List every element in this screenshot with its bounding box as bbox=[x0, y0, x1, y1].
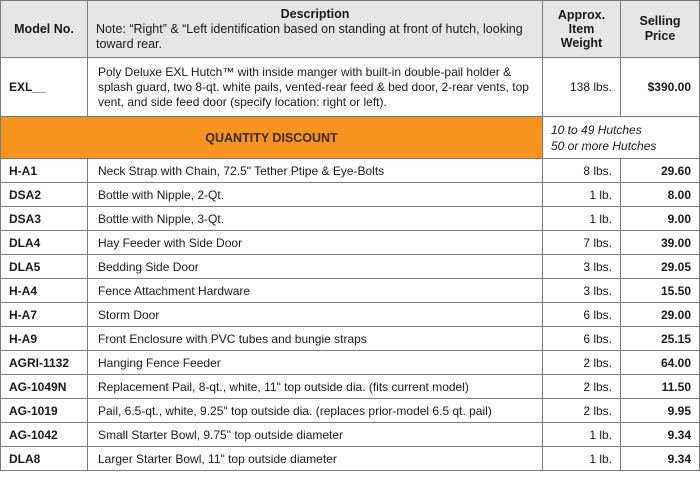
item-description: Neck Strap with Chain, 72.5" Tether Ptipe & Eye-Bolts bbox=[88, 159, 543, 183]
item-model: AGRI-1132 bbox=[1, 351, 88, 375]
table-row bbox=[1, 423, 700, 447]
item-model: DLA8 bbox=[1, 447, 88, 471]
quantity-discount-label: QUANTITY DISCOUNT bbox=[1, 117, 543, 159]
table-row bbox=[1, 375, 700, 399]
item-price: 29.05 bbox=[621, 255, 700, 279]
item-weight: 1 lb. bbox=[543, 447, 621, 471]
table-row bbox=[1, 207, 700, 231]
item-weight: 3 lbs. bbox=[543, 279, 621, 303]
item-price: 9.95 bbox=[621, 399, 700, 423]
item-model: AG-1049N bbox=[1, 375, 88, 399]
item-price: 25.15 bbox=[621, 327, 700, 351]
table-row bbox=[1, 327, 700, 351]
table-row bbox=[1, 303, 700, 327]
item-model: H-A1 bbox=[1, 159, 88, 183]
quantity-discount-row bbox=[1, 117, 700, 159]
item-weight: 1 lb. bbox=[543, 423, 621, 447]
header-description-title: Description bbox=[280, 6, 350, 21]
item-price: 8.00 bbox=[621, 183, 700, 207]
item-model: DLA5 bbox=[1, 255, 88, 279]
item-price: 15.50 bbox=[621, 279, 700, 303]
discount-tier-1: 10 to 49 Hutches bbox=[551, 122, 642, 137]
header-price: Selling Price bbox=[621, 1, 700, 58]
item-price: 29.00 bbox=[621, 303, 700, 327]
item-weight: 2 lbs. bbox=[543, 375, 621, 399]
product-price: $390.00 bbox=[621, 58, 700, 117]
item-model: H-A4 bbox=[1, 279, 88, 303]
product-description: Poly Deluxe EXL Hutch™ with inside manger with built-in double-pail holder & splash guard, two 8-qt. white pails, vented-rear feed & bed door, 2-rear vents, top vent, and side feed door (specify location: right or left). bbox=[88, 58, 543, 117]
header-weight: Approx. Item Weight bbox=[543, 1, 621, 58]
table-row bbox=[1, 447, 700, 471]
table-row bbox=[1, 231, 700, 255]
table-row bbox=[1, 351, 700, 375]
item-price: 29.60 bbox=[621, 159, 700, 183]
table-row bbox=[1, 279, 700, 303]
accessory-items bbox=[1, 159, 700, 471]
item-weight: 2 lbs. bbox=[543, 399, 621, 423]
quantity-discount-tiers bbox=[543, 117, 700, 159]
item-model: H-A9 bbox=[1, 327, 88, 351]
product-model: EXL__ bbox=[1, 58, 88, 117]
table-row bbox=[1, 159, 700, 183]
item-price: 39.00 bbox=[621, 231, 700, 255]
item-description: Bedding Side Door bbox=[88, 255, 543, 279]
item-description: Bottle with Nipple, 3-Qt. bbox=[88, 207, 543, 231]
header-row bbox=[1, 1, 700, 58]
item-model: H-A7 bbox=[1, 303, 88, 327]
item-description: Storm Door bbox=[88, 303, 543, 327]
item-weight: 3 lbs. bbox=[543, 255, 621, 279]
item-price: 11.50 bbox=[621, 375, 700, 399]
item-model: DSA3 bbox=[1, 207, 88, 231]
item-description: Hay Feeder with Side Door bbox=[88, 231, 543, 255]
item-weight: 6 lbs. bbox=[543, 303, 621, 327]
item-model: AG-1042 bbox=[1, 423, 88, 447]
item-weight: 1 lb. bbox=[543, 183, 621, 207]
item-description: Front Enclosure with PVC tubes and bungie straps bbox=[88, 327, 543, 351]
item-description: Small Starter Bowl, 9.75" top outside diameter bbox=[88, 423, 543, 447]
header-description-note: Note: “Right” & “Left identification based on standing at front of hutch, looking toward rear. bbox=[96, 21, 523, 51]
item-description: Hanging Fence Feeder bbox=[88, 351, 543, 375]
item-weight: 7 lbs. bbox=[543, 231, 621, 255]
item-weight: 2 lbs. bbox=[543, 351, 621, 375]
item-model: AG-1019 bbox=[1, 399, 88, 423]
product-row bbox=[1, 58, 700, 117]
item-weight: 8 lbs. bbox=[543, 159, 621, 183]
header-description bbox=[88, 1, 543, 58]
discount-tier-2: 50 or more Hutches bbox=[551, 138, 657, 153]
item-description: Bottle with Nipple, 2-Qt. bbox=[88, 183, 543, 207]
item-price: 64.00 bbox=[621, 351, 700, 375]
table-row bbox=[1, 399, 700, 423]
item-price: 9.34 bbox=[621, 423, 700, 447]
item-description: Pail, 6.5-qt., white, 9.25" top outside dia. (replaces prior-model 6.5 qt. pail) bbox=[88, 399, 543, 423]
item-price: 9.00 bbox=[621, 207, 700, 231]
item-description: Fence Attachment Hardware bbox=[88, 279, 543, 303]
item-model: DLA4 bbox=[1, 231, 88, 255]
header-model-no: Model No. bbox=[1, 1, 88, 58]
item-description: Replacement Pail, 8-qt., white, 11" top outside dia. (fits current model) bbox=[88, 375, 543, 399]
item-price: 9.34 bbox=[621, 447, 700, 471]
item-weight: 6 lbs. bbox=[543, 327, 621, 351]
item-model: DSA2 bbox=[1, 183, 88, 207]
table-row bbox=[1, 255, 700, 279]
product-weight: 138 lbs. bbox=[543, 58, 621, 117]
table-row bbox=[1, 183, 700, 207]
item-weight: 1 lb. bbox=[543, 207, 621, 231]
item-description: Larger Starter Bowl, 11" top outside diameter bbox=[88, 447, 543, 471]
